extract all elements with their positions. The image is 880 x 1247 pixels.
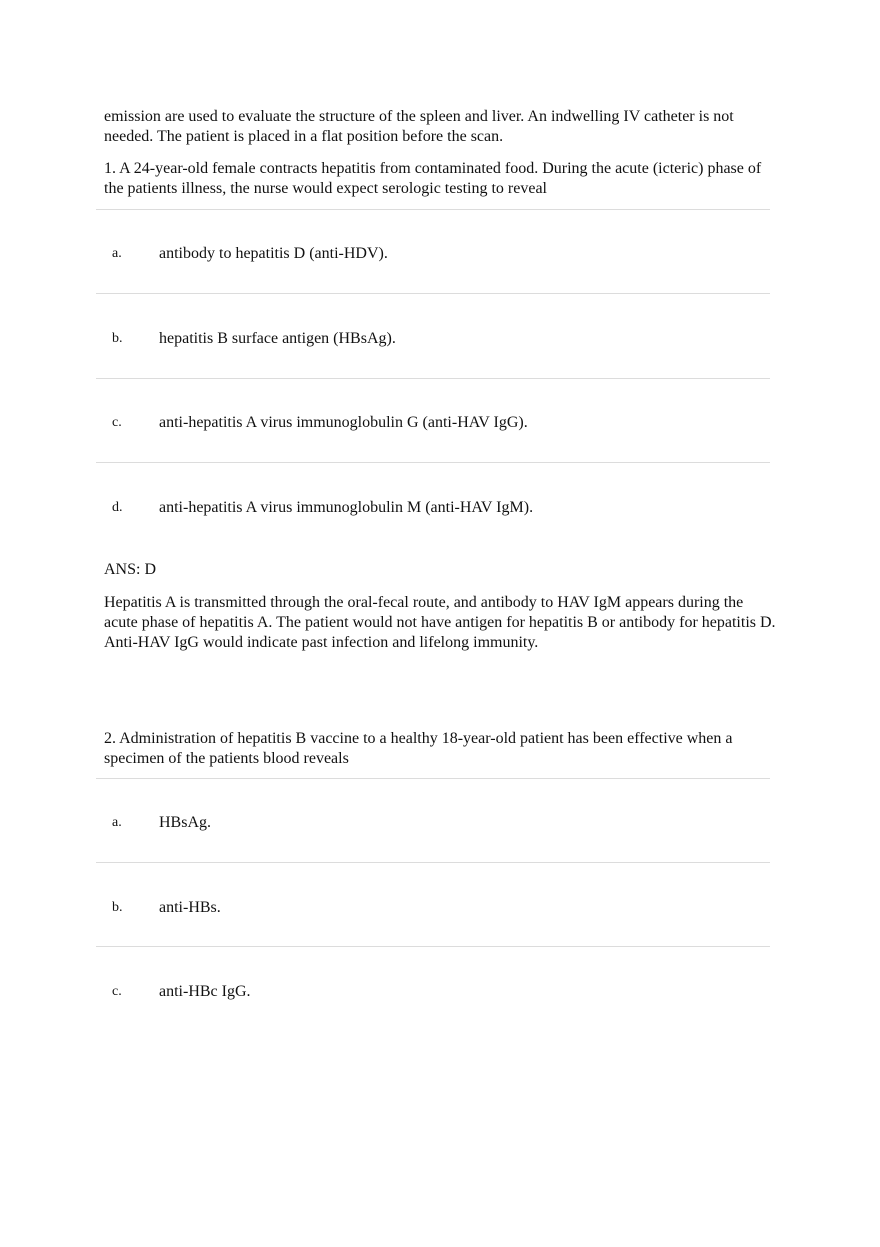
option-text: anti-HBc IgG.	[159, 983, 251, 1000]
option-letter: c.	[112, 415, 122, 430]
intro-paragraph: emission are used to evaluate the structure of the spleen and liver. An indwelling IV catheter is not needed. The patient is placed in a flat position before the scan.	[104, 108, 734, 145]
option-letter: b.	[112, 331, 123, 346]
option-letter: b.	[112, 900, 123, 915]
answer-key: ANS: D	[104, 561, 157, 578]
divider	[96, 462, 770, 463]
divider	[96, 378, 770, 379]
answer-rationale: Hepatitis A is transmitted through the oral-fecal route, and antibody to HAV IgM appears during the acute phase of hepatitis A. The patient would not have antigen for hepatitis B or antibody for hepatitis D. Anti-HAV IgG would indicate past infection and lifelong immunity.	[104, 594, 776, 651]
divider	[96, 778, 770, 779]
divider	[96, 209, 770, 210]
divider	[96, 293, 770, 294]
option-letter: a.	[112, 815, 122, 830]
option-text: hepatitis B surface antigen (HBsAg).	[159, 330, 396, 347]
question-2-stem: 2. Administration of hepatitis B vaccine to a healthy 18-year-old patient has been effective when a specimen of the patients blood reveals	[104, 730, 733, 767]
divider	[96, 862, 770, 863]
divider	[96, 946, 770, 947]
option-text: anti-HBs.	[159, 899, 221, 916]
option-letter: a.	[112, 246, 122, 261]
question-1-stem: 1. A 24-year-old female contracts hepatitis from contaminated food. During the acute (icteric) phase of the patients illness, the nurse would expect serologic testing to reveal	[104, 160, 762, 197]
option-text: HBsAg.	[159, 814, 212, 831]
option-letter: d.	[112, 500, 123, 515]
option-text: anti-hepatitis A virus immunoglobulin G (anti-HAV IgG).	[159, 414, 528, 431]
option-text: antibody to hepatitis D (anti-HDV).	[159, 245, 388, 262]
option-letter: c.	[112, 984, 122, 999]
option-text: anti-hepatitis A virus immunoglobulin M (anti-HAV IgM).	[159, 499, 534, 516]
